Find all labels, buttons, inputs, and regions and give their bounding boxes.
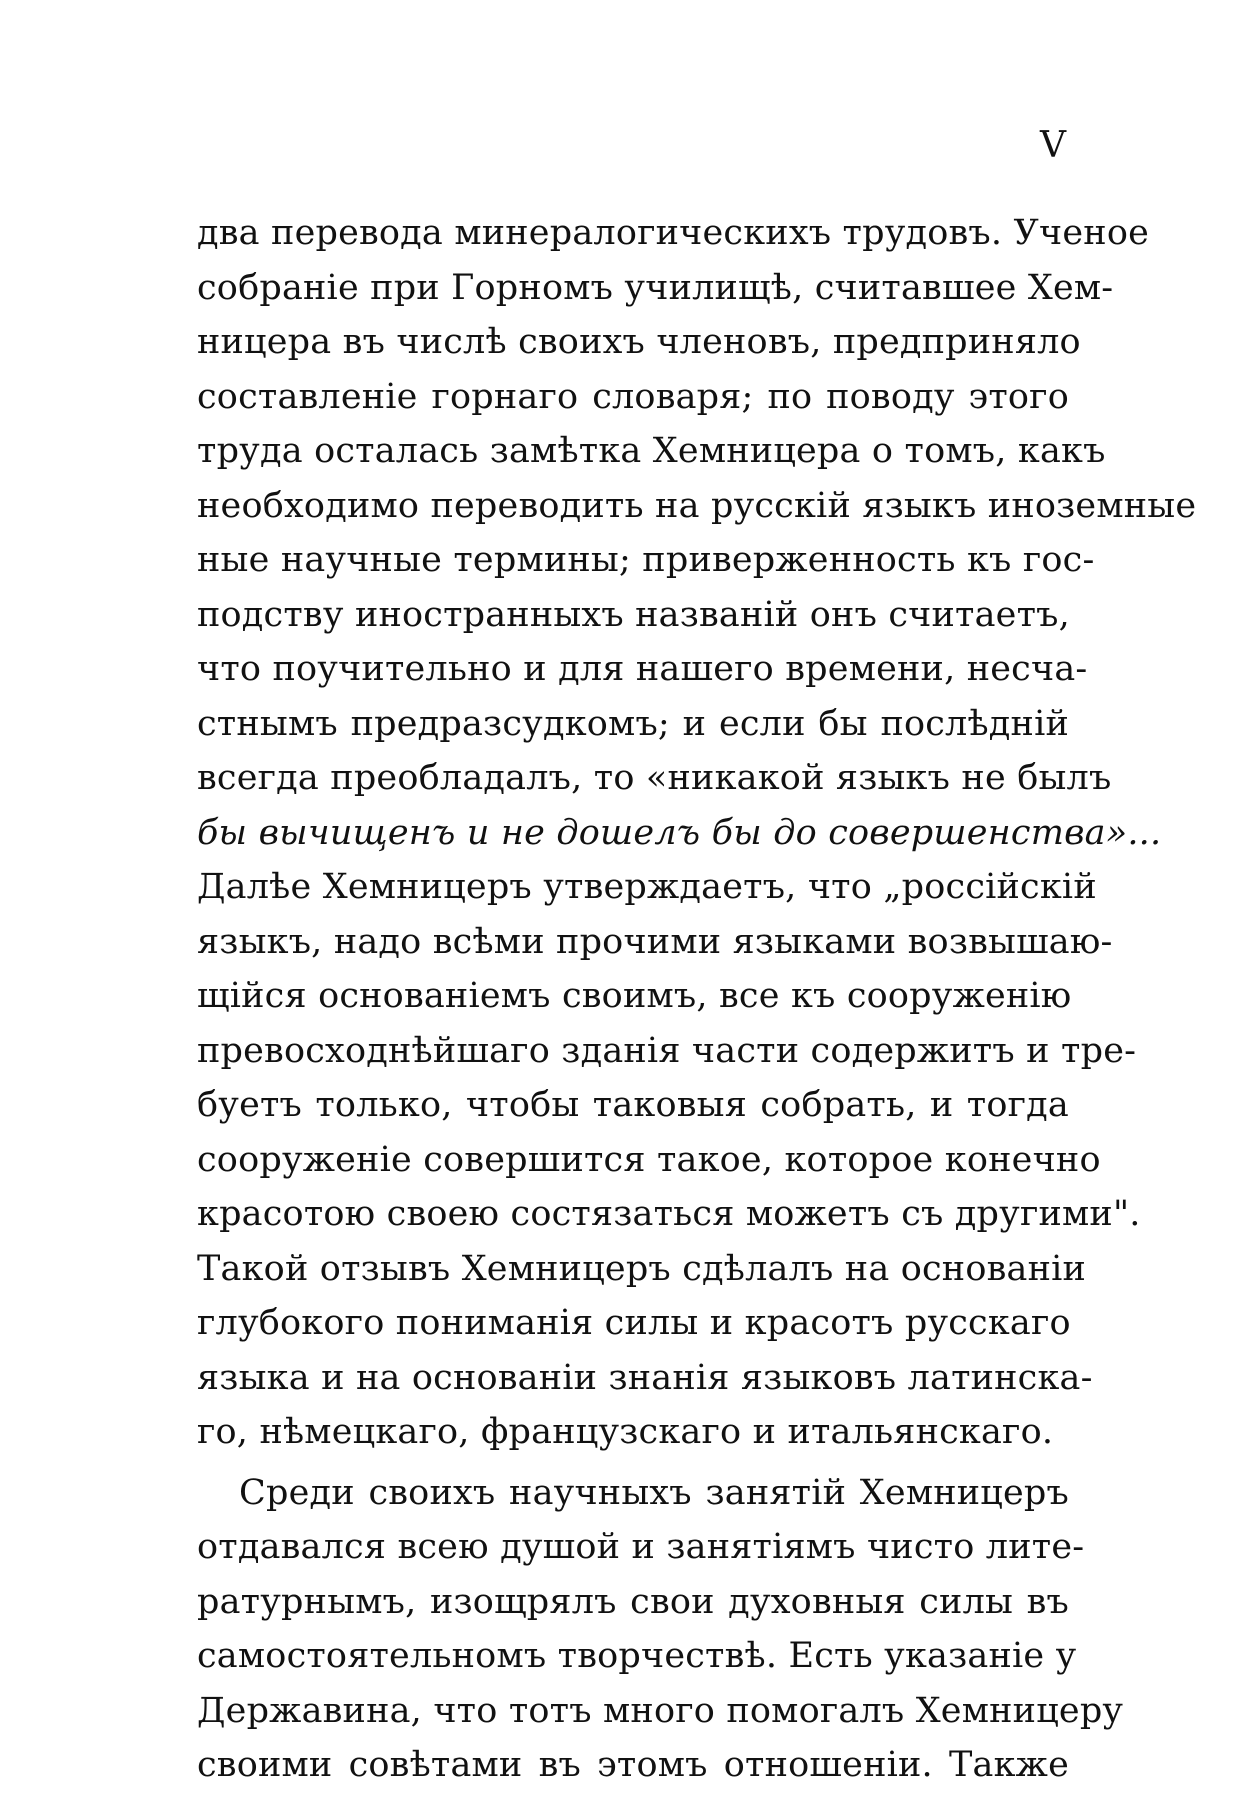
text-line: Среди своихъ научныхъ занятій Хемницеръ xyxy=(239,1472,1069,1513)
text-line: го, нѣмецкаго, французскаго и итальянскаго. xyxy=(197,1412,1054,1452)
text-line: щійся основаніемъ своимъ, все къ сооруженію xyxy=(197,976,1072,1016)
text-line: языкъ, надо всѣми прочими языками возвышаю- xyxy=(197,921,1113,962)
page-number: V xyxy=(1040,125,1066,166)
text-line: стнымъ предразсудкомъ; и если бы послѣдній xyxy=(197,703,1069,744)
text-line: ницера въ числѣ своихъ членовъ, предприняло xyxy=(197,322,1081,362)
text-line: превосходнѣйшаго зданія части содержитъ и тре- xyxy=(197,1030,1137,1071)
text-line: Державина, что тотъ много помогалъ Хемницеру xyxy=(197,1690,1124,1731)
text-line: необходимо переводить на русскій языкъ иноземные xyxy=(197,485,1197,526)
text-line: составленіе горнаго словаря; по поводу этого xyxy=(197,376,1069,417)
text-line: Такой отзывъ Хемницеръ сдѣлалъ на основаніи xyxy=(197,1248,1087,1289)
text-line: всегда преобладалъ, то «никакой языкъ не былъ xyxy=(197,758,1112,798)
text-line: буетъ только, чтобы таковыя собрать, и тогда xyxy=(197,1085,1069,1125)
text-line: собраніе при Горномъ училищѣ, считавшее Хем- xyxy=(197,267,1114,308)
text-line: ные научные термины; приверженность къ гос- xyxy=(197,540,1095,580)
text-line-italic-quote: бы вычищенъ и не дошелъ бы до совершенства»... xyxy=(197,812,1162,853)
text-line: ратурнымъ, изощрялъ свои духовныя силы въ xyxy=(197,1581,1069,1622)
text-line: подству иностранныхъ названій онъ считаетъ, xyxy=(197,594,1070,635)
text-line: отдавался всею душой и занятіямъ чисто лите- xyxy=(197,1527,1085,1567)
text-line: сооруженіе совершится такое, которое конечно xyxy=(197,1139,1101,1180)
text-line: Далѣе Хемницеръ утверждаетъ, что „россійскій xyxy=(197,867,1097,907)
paragraph xyxy=(197,206,1197,1460)
text-line: глубокого пониманія силы и красотъ русскаго xyxy=(197,1303,1071,1343)
text-line: что поучительно и для нашего времени, несча- xyxy=(197,649,1088,689)
text-line: языка и на основаніи знанія языковъ латинска- xyxy=(197,1357,1093,1398)
text-line: красотою своею состязаться можетъ съ другими". xyxy=(197,1194,1141,1234)
text-line: труда осталась замѣтка Хемницера о томъ, какъ xyxy=(197,431,1106,471)
paragraph xyxy=(197,1466,1124,1793)
text-line: самостоятельномъ творчествѣ. Есть указаніе у xyxy=(197,1636,1077,1676)
body-text xyxy=(197,206,1197,1793)
text-line: два перевода минералогическихъ трудовъ. Ученое xyxy=(197,213,1150,253)
text-line: своими совѣтами въ этомъ отношеніи. Также xyxy=(197,1745,1069,1785)
